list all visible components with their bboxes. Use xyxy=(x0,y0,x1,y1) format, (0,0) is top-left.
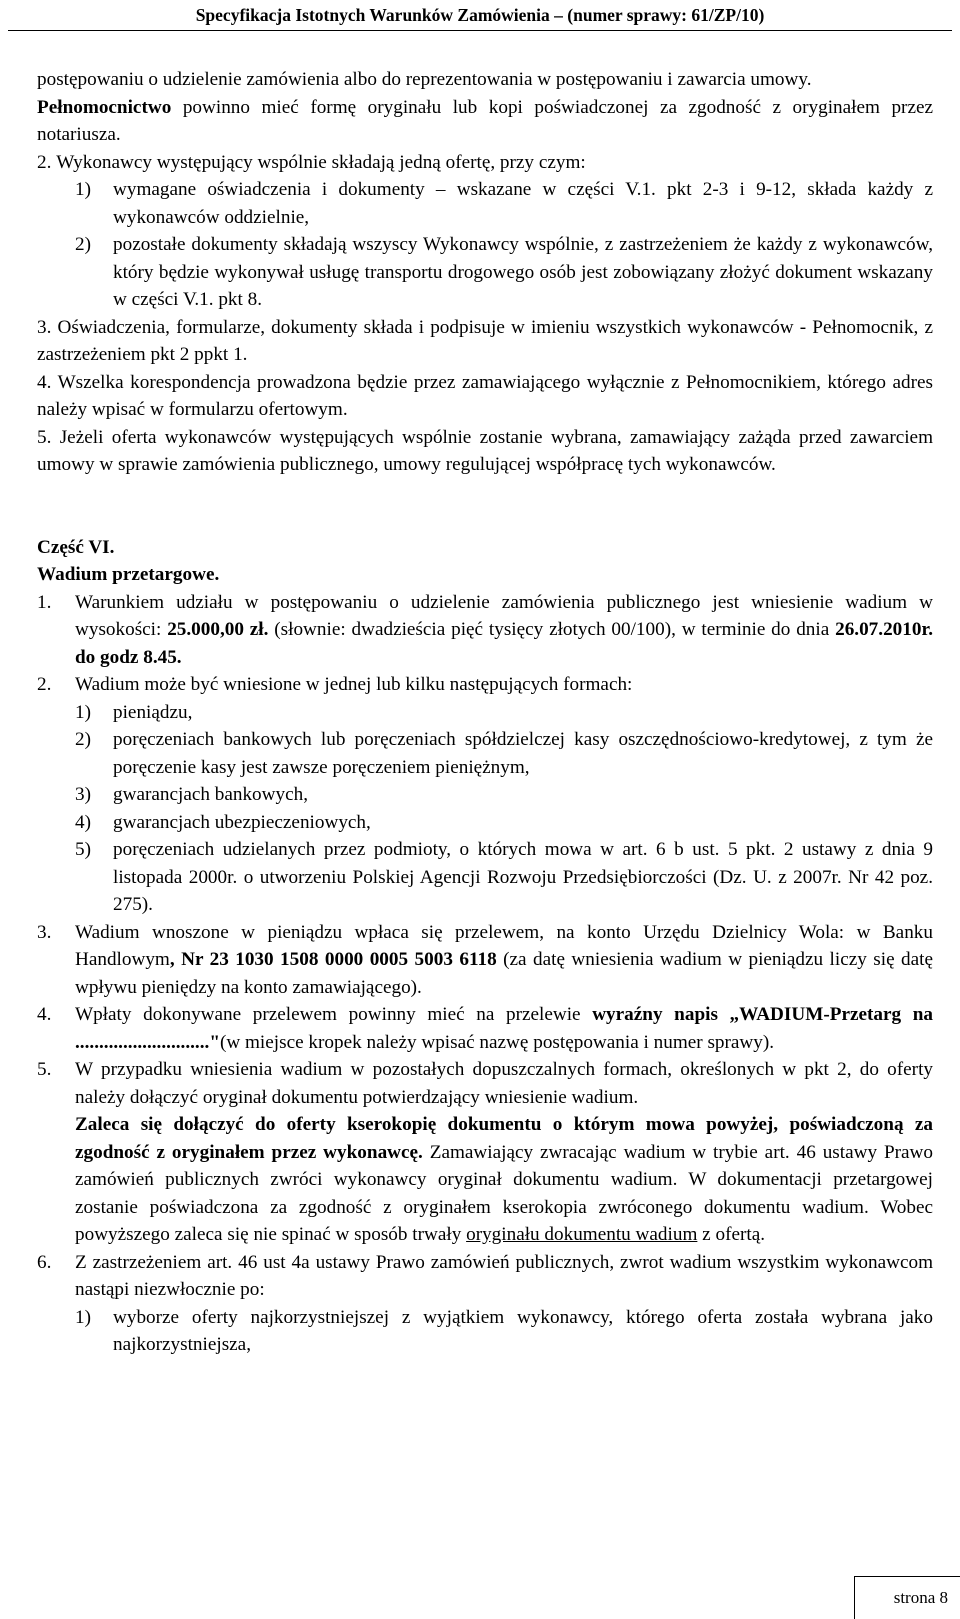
recommendation-bold: Zaleca się dołączyć do oferty kserokopię dokumentu o którym mowa powyżej, poświadczoną za zgodność z oryginałem przez wykonawcę. xyxy=(75,1114,933,1163)
sub-item-number: 2) xyxy=(75,729,91,750)
item-number: 3. xyxy=(37,316,52,338)
sub-item-number: 1) xyxy=(75,1306,91,1328)
item-text-b: (w miejsce kropek należy wpisać nazwę postępowania i numer sprawy). xyxy=(219,1031,775,1053)
bank-account-number: , Nr 23 1030 1508 0000 0005 5003 6118 xyxy=(169,949,497,970)
spacer xyxy=(37,479,933,534)
item-number: 2. xyxy=(37,151,52,173)
list-item xyxy=(37,314,933,369)
section-title: Wadium przetargowe. xyxy=(37,564,220,585)
item-text-b: Zamawiający zwracając wadium w trybie art. 46 ustawy Prawo zamówień publicznych zwróci wykonawcy oryginał dokumentu wadium. W dokumentacji przetargowej zostanie poświadczona za zgodność z oryginałem kserokopia zwróconego dokumentu wadium. Wobec powyższego zaleca się nie spinać w sposób trwały xyxy=(75,1141,933,1245)
sub-item-text: gwarancjach ubezpieczeniowych, xyxy=(113,811,371,833)
sub-item-number: 1) xyxy=(75,701,91,723)
item-text: Wadium może być wniesione w jednej lub kilku następujących formach: xyxy=(75,674,633,695)
page-header: Specyfikacja Istotnych Warunków Zamówienia – (numer sprawy: 61/ZP/10) xyxy=(195,5,765,25)
sub-item-text: gwarancjach bankowych, xyxy=(113,784,308,805)
item-text-a: Warunkiem udziału w postępowaniu o udzielenie zamówienia publicznego jest wniesienie wadium w wysokości: xyxy=(75,591,933,640)
sub-item-text: wymagane oświadczenia i dokumenty – wskazane w części V.1. pkt 2-3 i 9-12, składa każdy z wykonawców oddzielnie, xyxy=(113,179,933,228)
sub-item-text: pieniądzu, xyxy=(113,701,193,723)
item-text: Z zastrzeżeniem art. 46 ust 4a ustawy Prawo zamówień publicznych, zwrot wadium wszystkim wykonawcom nastąpi niezwłocznie po: xyxy=(75,1251,933,1300)
intro-paragraph: postępowaniu o udzielenie zamówienia albo do reprezentowania w postępowaniu i zawarcia umowy. xyxy=(37,69,812,90)
sub-item-number: 1) xyxy=(75,179,91,200)
sub-item xyxy=(37,176,933,231)
item-paragraph xyxy=(37,314,933,369)
pelnomocnictwo-paragraph xyxy=(37,94,933,149)
section-part-heading: Część VI. xyxy=(37,536,115,558)
sub-item xyxy=(37,809,933,837)
item-text: Oświadczenia, formularze, dokumenty składa i podpisuje w imieniu wszystkich wykonawców - Pełnomocnik, z zastrzeżeniem pkt 2 ppkt 1. xyxy=(37,316,934,365)
item-text xyxy=(75,1056,933,1249)
item-text-b: (słownie: dwadzieścia pięć tysięcy złotych 00/100), w terminie do dnia xyxy=(268,619,836,640)
sub-item-number: 2) xyxy=(75,234,91,255)
item-text xyxy=(75,1001,933,1056)
list-item xyxy=(37,919,933,1002)
item-text: Wykonawcy występujący wspólnie składają jedną ofertę, przy czym: xyxy=(56,151,586,173)
list-item xyxy=(37,671,933,699)
item-text-a: Wpłaty dokonywane przelewem powinny mieć na przelewie xyxy=(75,1004,593,1025)
item-paragraph xyxy=(37,424,933,479)
item-text-b: (za datę wniesienia wadium w pieniądzu liczy się datę wpływu pieniędzy na konto zamawiającego). xyxy=(75,949,933,998)
pelnomocnictwo-rest: powinno mieć formę oryginału lub kopi poświadczonej za zgodność z oryginałem przez notariusza. xyxy=(37,96,933,145)
item-text-a: W przypadku wniesienia wadium w pozostałych dopuszczalnych formach, określonych w pkt 2, do oferty należy dołączyć oryginał dokumentu potwierdzający wniesienie wadium. xyxy=(75,1059,933,1108)
wadium-amount: 25.000,00 zł. xyxy=(167,619,269,640)
wadium-deadline: 26.07.2010r. do godz 8.45. xyxy=(75,619,933,668)
list-item xyxy=(37,1249,933,1304)
sub-item-text: pozostałe dokumenty składają wszyscy Wykonawcy wspólnie, z zastrzeżeniem że każdy z wykonawców, który będzie wykonywał usługę transportu drogowego osób jest zobowiązany złożyć dokument wskazany w części V.1. pkt 8. xyxy=(113,234,933,310)
item-number: 6. xyxy=(37,1251,52,1273)
list-item xyxy=(37,369,933,424)
list-item xyxy=(37,149,933,177)
item-number: 5. xyxy=(37,426,52,448)
sub-item-number: 5) xyxy=(75,839,91,860)
item-text-a: Wadium wnoszone w pieniądzu wpłaca się przelewem, na konto Urzędu Dzielnicy Wola: w Banku Handlowym xyxy=(75,921,933,970)
item-text: Jeżeli oferta wykonawców występujących wspólnie zostanie wybrana, zamawiający zażąda przed zawarciem umowy w sprawie zamówienia publicznego, umowy regulującej współpracę tych wykonawców. xyxy=(37,426,933,475)
sub-item-number: 4) xyxy=(75,811,91,833)
sub-item xyxy=(37,699,933,727)
item-number: 4. xyxy=(37,371,52,393)
list-item xyxy=(37,1056,933,1249)
list-item xyxy=(37,589,933,672)
sub-item xyxy=(37,836,933,919)
underlined-text: oryginału dokumentu wadium xyxy=(466,1224,698,1245)
sub-item xyxy=(37,231,933,314)
transfer-title-note: wyraźny napis „WADIUM-Przetarg na ............................" xyxy=(75,1004,933,1053)
item-number: 2. xyxy=(37,674,52,695)
page-number: strona 8 xyxy=(893,1587,948,1607)
item-number: 4. xyxy=(37,1004,52,1025)
sub-item-text: poręczeniach udzielanych przez podmioty, o których mowa w art. 6 b ust. 5 pkt. 2 ustawy z dnia 9 listopada 2000r. o utworzeniu Polskiej Agencji Rozwoju Przedsiębiorczości (Dz. U. z 2007r. Nr 42 poz. 275). xyxy=(113,839,933,915)
item-text: Wszelka korespondencja prowadzona będzie przez zamawiającego wyłącznie z Pełnomocnikiem, którego adres należy wpisać w formularzu ofertowym. xyxy=(37,371,933,420)
item-text-c: z ofertą. xyxy=(697,1224,766,1245)
sub-item-number: 3) xyxy=(75,784,91,805)
document-body xyxy=(37,66,933,1359)
sub-item xyxy=(37,726,933,781)
pelnomocnictwo-bold: Pełnomocnictwo xyxy=(37,96,172,118)
item-paragraph xyxy=(37,369,933,424)
sub-item-text: poręczeniach bankowych lub poręczeniach spółdzielczej kasy oszczędnościowo-kredytowej, z tym że poręczenie kasy jest zawsze poręczeniem pieniężnym, xyxy=(113,729,933,778)
header-rule xyxy=(8,30,952,31)
sub-item xyxy=(37,1304,933,1359)
item-number: 1. xyxy=(37,591,52,613)
item-text xyxy=(75,919,933,1002)
sub-item xyxy=(37,781,933,809)
list-item xyxy=(37,1001,933,1056)
item-text xyxy=(75,589,933,672)
sub-item-text: wyborze oferty najkorzystniejszej z wyjątkiem wykonawcy, którego oferta została wybrana jako najkorzystniejsza, xyxy=(113,1306,933,1355)
list-item xyxy=(37,424,933,479)
item-number: 3. xyxy=(37,921,52,943)
item-number: 5. xyxy=(37,1059,52,1080)
